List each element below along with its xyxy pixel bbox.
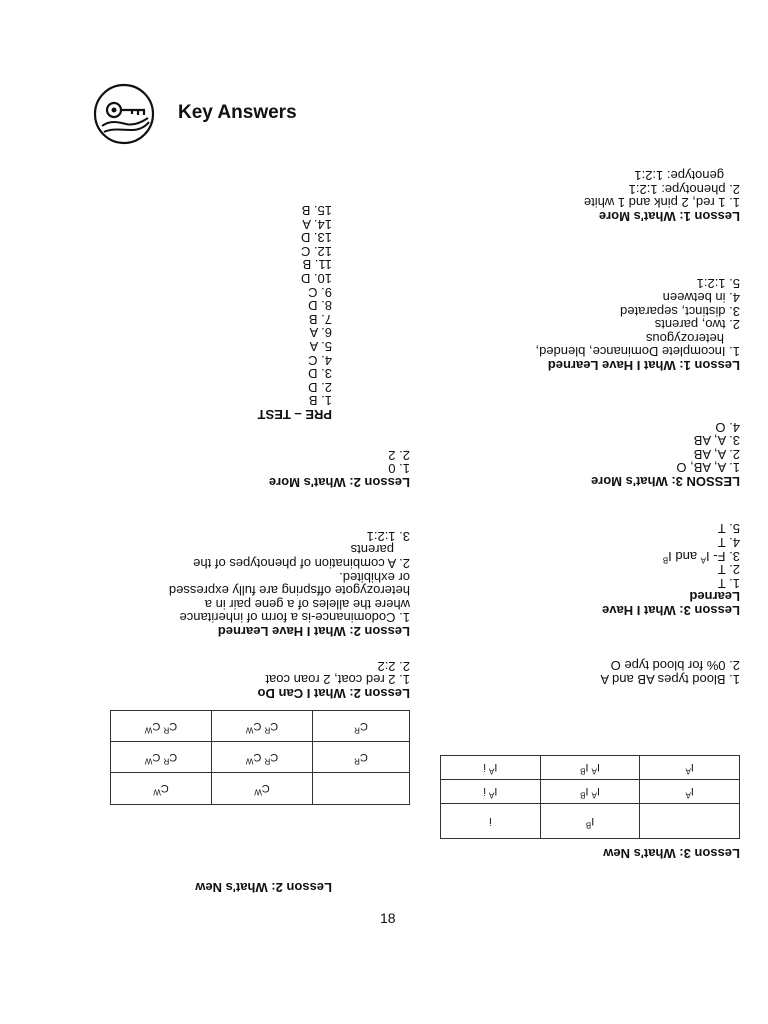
list-item: 2. 2:2	[377, 658, 410, 674]
lesson3-blood-block	[601, 659, 741, 686]
lesson3-learned-block	[602, 522, 740, 617]
list-item: 3. 1:2:1	[366, 528, 410, 544]
pretest-block	[258, 204, 332, 422]
table-cell: $C^R$ $C^W$	[111, 742, 212, 773]
list-item: 2. T	[717, 562, 740, 578]
list-item: 2. phenotype: 1:2:1	[628, 181, 740, 197]
table-cell: $I^A$ i	[441, 780, 541, 804]
list-item: 9. C	[308, 284, 332, 300]
lesson1-learned-title: Lesson 1: What I Have Learned	[547, 358, 740, 373]
answers-column-left	[195, 880, 332, 894]
list-item: 1. Codominance-is a form of inheritance	[179, 610, 410, 626]
list-item: 3. F- $I^A$ and $I^B$	[662, 548, 740, 564]
page-number: 18	[380, 910, 396, 926]
list-item: 1. B	[308, 393, 332, 409]
list-item: 4. in between	[662, 290, 740, 306]
list-item: 7. B	[308, 311, 332, 327]
table-cell: $I^A$ $I^B$	[540, 780, 640, 804]
table-cell: i	[441, 804, 541, 839]
list-item: 2. two, parents	[654, 317, 740, 333]
list-item: where the alleles of a gene pair in a	[204, 596, 410, 612]
list-item: 2. D	[308, 379, 332, 395]
list-item: 1. Blood types AB and A	[600, 672, 740, 687]
list-item: 1. 1 red, 2 pink and 1 white	[583, 195, 740, 211]
list-item: heterozygous	[645, 330, 724, 346]
lesson3-learned-title-cont: Learned	[689, 589, 740, 605]
list-item: genotype: 1:2:1	[634, 168, 724, 184]
lesson3-new-block	[603, 846, 740, 860]
list-item: 6. A	[309, 325, 332, 341]
list-item: parents	[350, 542, 394, 558]
list-item: 11. B	[302, 257, 332, 273]
lesson3-learned-title: Lesson 3: What I Have	[602, 603, 740, 618]
lesson1-more-block	[584, 169, 740, 223]
table-cell: $C^R$ $C^W$	[111, 711, 212, 742]
table-cell	[640, 804, 740, 839]
list-item: 10. D	[300, 271, 332, 287]
table-cell: $I^B$	[540, 804, 640, 839]
list-item: 3. D	[308, 366, 332, 382]
list-item: 3. A, AB	[693, 433, 740, 449]
table-cell: $C^R$	[313, 711, 410, 742]
lesson2-learned-block	[169, 529, 410, 638]
table-cell: $C^R$	[313, 742, 410, 773]
list-item: 2. 2	[388, 447, 410, 463]
lesson2-learned-title: Lesson 2: What I Have Learned	[217, 624, 410, 639]
list-item: 3. distinct, separated	[620, 303, 740, 319]
list-item: 2. A, AB	[693, 446, 740, 462]
lesson1-more-title: Lesson 1: What's More	[598, 209, 740, 224]
lesson3-new-title: Lesson 3: What's New	[603, 846, 740, 861]
table-cell: $C^R$ $C^W$	[212, 711, 313, 742]
list-item: or exhibited.	[339, 569, 410, 585]
list-item: 14. A	[302, 216, 332, 232]
lesson2-whats-new-title: Lesson 2: What's New	[195, 880, 332, 895]
table-cell: $I^A$ i	[441, 756, 541, 780]
list-item: 1. 0	[388, 461, 410, 477]
page-title: Key Answers	[178, 102, 297, 123]
list-item: 4. O	[715, 419, 740, 435]
list-item: 8. D	[308, 298, 332, 314]
list-item: 1. Incomplete Dominance, blended,	[535, 344, 740, 360]
table-cell: $C^R$ $C^W$	[212, 742, 313, 773]
list-item: 12. C	[300, 243, 332, 259]
lesson2-punnett-table	[110, 710, 410, 805]
list-item: 5. 1:2:1	[696, 276, 740, 292]
list-item: 2. A combination of phenotypes of the	[193, 556, 410, 572]
lesson3-more-block	[591, 420, 740, 488]
list-item: 4. T	[717, 535, 740, 551]
list-item: 4. C	[308, 352, 332, 368]
table-cell	[313, 773, 410, 805]
list-item: 15. B	[301, 203, 332, 219]
list-item: 1. A, AB, O	[676, 460, 740, 476]
table-cell: $C^W$	[212, 773, 313, 805]
lesson2-cando-title: Lesson 2: What I Can Do	[257, 686, 410, 701]
table-cell: $I^A$	[640, 756, 740, 780]
list-item: 1. 2 red coat, 2 roan coat	[265, 672, 410, 688]
list-item: heterozygote offspring are fully expressed	[168, 583, 410, 599]
lesson2-cando-block	[258, 659, 410, 700]
list-item: 5. A	[309, 339, 332, 355]
table-cell: $C^W$	[111, 773, 212, 805]
lesson3-more-title: LESSON 3: What's More	[591, 474, 740, 489]
lesson2-more-block	[269, 448, 410, 489]
list-item: 5. T	[717, 521, 740, 537]
lesson2-more-title: Lesson 2: What's More	[268, 475, 410, 490]
list-item: 1. T	[717, 575, 740, 591]
lesson1-learned-block	[535, 277, 740, 372]
pretest-title: PRE – TEST	[257, 407, 332, 422]
lesson3-punnett-table	[440, 755, 740, 839]
list-item: 2. 0% for blood type O	[610, 658, 740, 674]
table-cell: $I^A$	[640, 780, 740, 804]
table-cell: $I^A$ $I^B$	[540, 756, 640, 780]
list-item: 13. D	[300, 230, 332, 246]
